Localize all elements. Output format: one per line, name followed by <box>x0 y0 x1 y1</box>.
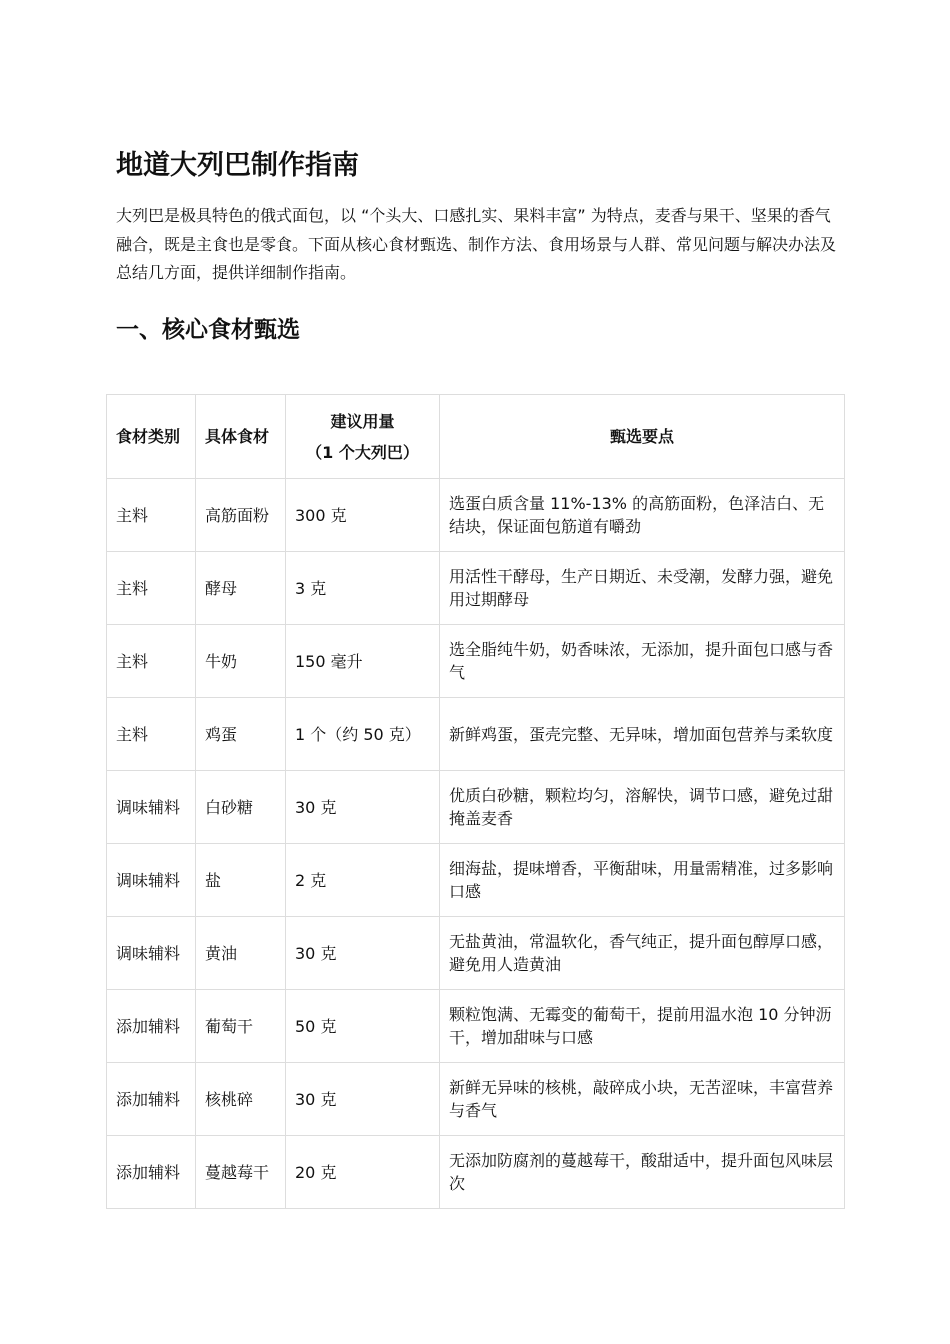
cell-ingredient: 白砂糖 <box>196 771 286 844</box>
cell-ingredient: 蔓越莓干 <box>196 1136 286 1209</box>
cell-amount: 150 毫升 <box>286 625 440 698</box>
cell-category: 添加辅料 <box>107 990 196 1063</box>
cell-category: 添加辅料 <box>107 1063 196 1136</box>
cell-category: 调味辅料 <box>107 844 196 917</box>
table-row <box>107 917 845 990</box>
ingredients-table <box>106 394 845 1209</box>
cell-ingredient: 酵母 <box>196 552 286 625</box>
cell-category: 主料 <box>107 625 196 698</box>
cell-category: 主料 <box>107 552 196 625</box>
cell-ingredient: 盐 <box>196 844 286 917</box>
header-amount-line2: （1 个大列巴） <box>306 442 419 462</box>
cell-tips: 无盐黄油，常温软化，香气纯正，提升面包醇厚口感，避免用人造黄油 <box>440 917 845 990</box>
cell-ingredient: 鸡蛋 <box>196 698 286 771</box>
header-amount-line1: 建议用量 <box>330 411 395 431</box>
cell-category: 调味辅料 <box>107 771 196 844</box>
cell-ingredient: 牛奶 <box>196 625 286 698</box>
cell-tips: 细海盐，提味增香，平衡甜味，用量需精准，过多影响口感 <box>440 844 845 917</box>
header-tips: 甄选要点 <box>440 395 845 479</box>
page-title: 地道大列巴制作指南 <box>116 150 359 181</box>
header-ingredient: 具体食材 <box>196 395 286 479</box>
cell-amount: 20 克 <box>286 1136 440 1209</box>
header-amount <box>286 395 440 479</box>
cell-amount: 300 克 <box>286 479 440 552</box>
table-row <box>107 844 845 917</box>
section-heading-ingredients: 一、核心食材甄选 <box>116 317 300 343</box>
cell-tips: 无添加防腐剂的蔓越莓干，酸甜适中，提升面包风味层次 <box>440 1136 845 1209</box>
table-row <box>107 1136 845 1209</box>
header-category: 食材类别 <box>107 395 196 479</box>
table-header-row <box>107 395 845 479</box>
cell-amount: 1 个（约 50 克） <box>286 698 440 771</box>
cell-tips: 新鲜鸡蛋，蛋壳完整、无异味，增加面包营养与柔软度 <box>440 698 845 771</box>
cell-category: 主料 <box>107 479 196 552</box>
table-row <box>107 1063 845 1136</box>
table-row <box>107 479 845 552</box>
table-row <box>107 552 845 625</box>
cell-amount: 50 克 <box>286 990 440 1063</box>
cell-ingredient: 核桃碎 <box>196 1063 286 1136</box>
table-row <box>107 771 845 844</box>
cell-category: 添加辅料 <box>107 1136 196 1209</box>
cell-tips: 优质白砂糖，颗粒均匀，溶解快，调节口感，避免过甜掩盖麦香 <box>440 771 845 844</box>
cell-ingredient: 葡萄干 <box>196 990 286 1063</box>
cell-ingredient: 黄油 <box>196 917 286 990</box>
cell-amount: 30 克 <box>286 1063 440 1136</box>
intro-paragraph: 大列巴是极具特色的俄式面包，以 “个头大、口感扎实、果料丰富” 为特点，麦香与果干、坚果的香气融合，既是主食也是零食。下面从核心食材甄选、制作方法、食用场景与人群、常见问题与解决办法及总结几方面，提供详细制作指南。 <box>116 206 837 282</box>
table-row <box>107 625 845 698</box>
cell-tips: 选全脂纯牛奶，奶香味浓，无添加，提升面包口感与香气 <box>440 625 845 698</box>
cell-amount: 30 克 <box>286 917 440 990</box>
table-row <box>107 698 845 771</box>
cell-category: 调味辅料 <box>107 917 196 990</box>
cell-tips: 选蛋白质含量 11%-13% 的高筋面粉，色泽洁白、无结块，保证面包筋道有嚼劲 <box>440 479 845 552</box>
cell-ingredient: 高筋面粉 <box>196 479 286 552</box>
cell-amount: 2 克 <box>286 844 440 917</box>
cell-category: 主料 <box>107 698 196 771</box>
table-row <box>107 990 845 1063</box>
cell-amount: 3 克 <box>286 552 440 625</box>
cell-tips: 颗粒饱满、无霉变的葡萄干，提前用温水泡 10 分钟沥干，增加甜味与口感 <box>440 990 845 1063</box>
cell-tips: 新鲜无异味的核桃，敲碎成小块，无苦涩味，丰富营养与香气 <box>440 1063 845 1136</box>
cell-tips: 用活性干酵母，生产日期近、未受潮，发酵力强，避免用过期酵母 <box>440 552 845 625</box>
cell-amount: 30 克 <box>286 771 440 844</box>
